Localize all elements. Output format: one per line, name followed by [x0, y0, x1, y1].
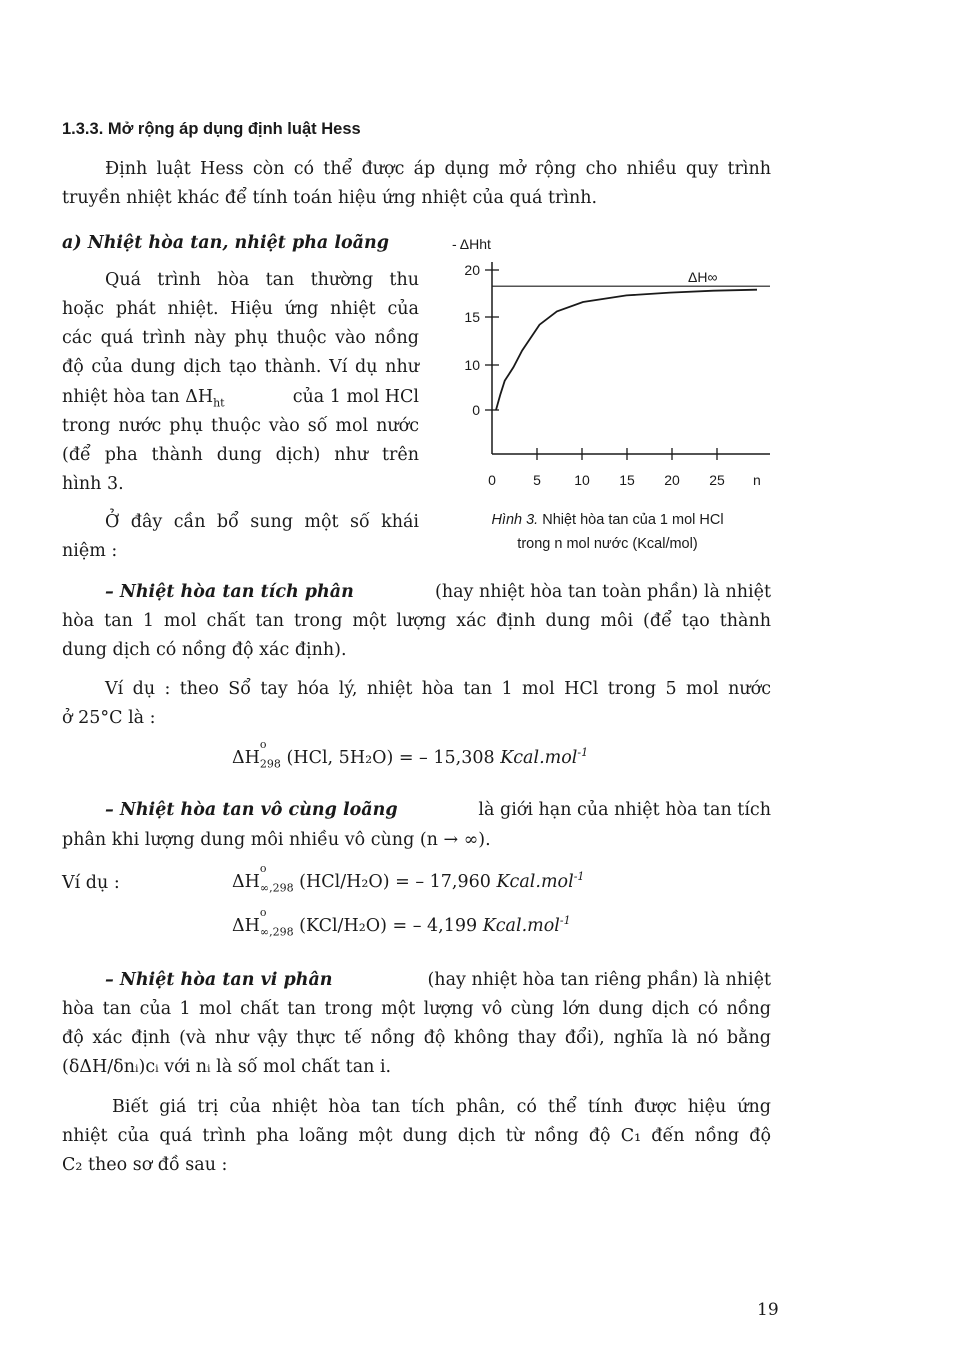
caption-line-2: trong n mol nước (Kcal/mol)	[517, 536, 698, 552]
x-tick-label: 5	[533, 472, 541, 488]
differential-line-2: hòa tan của 1 mol chất tan trong một lượng vô cùng lớn dung dịch có nồng	[62, 999, 771, 1019]
section-heading: 1.3.3. Mở rộng áp dụng định luật Hess	[62, 120, 361, 138]
closing-line-1: Biết giá trị của nhiệt hòa tan tích phân, có thể tính được hiệu ứng	[112, 1097, 771, 1117]
integral-title: – Nhiệt hòa tan tích phân	[105, 582, 354, 602]
para1-l5-post: của 1 mol HCl	[292, 387, 419, 407]
para1-l5-sub: ht	[213, 396, 225, 410]
caption-line-1	[440, 508, 775, 532]
para2-line-2: niệm :	[62, 541, 118, 561]
infinite-title: – Nhiệt hòa tan vô cùng loãng	[105, 800, 398, 820]
differential-line-4: (δΔH/δnᵢ)cᵢ với nᵢ là số mol chất tan i.	[62, 1057, 392, 1077]
differential-line-1	[105, 966, 771, 995]
integral-rest: (hay nhiệt hòa tan toàn phần) là nhiệt	[435, 582, 771, 602]
para1-line-5	[62, 383, 419, 412]
f2-body: (KCl/H₂O) = – 4,199	[299, 916, 478, 936]
f1-exp: -1	[573, 870, 585, 884]
integral-example-line-2: ở 25°C là :	[62, 708, 156, 728]
caption-label: Hình 3.	[491, 512, 539, 528]
f1-sym: ΔH	[232, 872, 260, 892]
formula-hcl-h2o: ΔH o $_{\infty,298}$ (HCl/H₂O) = – 17,960 Kcal.mol$^{-1}$	[232, 862, 585, 895]
f2-unit: Kcal.mol	[482, 916, 560, 936]
x-tick-label: 15	[619, 472, 635, 488]
para1-line-2: hoặc phát nhiệt. Hiệu ứng nhiệt của	[62, 299, 419, 319]
f1-body: (HCl/H₂O) = – 17,960	[299, 872, 491, 892]
f2-sym: ΔH	[232, 916, 260, 936]
formula-sub: 298	[259, 757, 281, 771]
infinite-line-2: phân khi lượng dung môi nhiều vô cùng (n → ∞).	[62, 830, 491, 850]
subsection-title: a) Nhiệt hòa tan, nhiệt pha loãng	[62, 233, 389, 253]
integral-line-3: dung dịch có nồng độ xác định).	[62, 640, 347, 660]
para1-line-7: (để pha thành dung dịch) như trên	[62, 445, 419, 465]
f2-exp: -1	[559, 914, 571, 928]
integral-line-2: hòa tan 1 mol chất tan trong một lượng xác định dung môi (để tạo thành	[62, 611, 771, 631]
y-tick-label: 20	[464, 262, 480, 278]
y-tick-label: 10	[464, 357, 480, 373]
infinite-example-label: Ví dụ :	[62, 873, 120, 893]
para1-l5-pre: nhiệt hòa tan ΔH	[62, 387, 214, 407]
y-tick-label: 15	[464, 309, 480, 325]
para1-line-8: hình 3.	[62, 474, 124, 494]
formula-unit: Kcal.mol	[500, 748, 578, 768]
formula-exp: -1	[577, 746, 589, 760]
figure-caption	[440, 508, 775, 556]
caption-text-1: Nhiệt hòa tan của 1 mol HCl	[542, 512, 724, 528]
formula-sym: ΔH	[232, 748, 260, 768]
infinite-line-1	[105, 796, 771, 825]
integral-example-line-1: Ví dụ : theo Sổ tay hóa lý, nhiệt hòa tan 1 mol HCl trong 5 mol nước	[105, 679, 771, 699]
chart-annotation: ΔH∞	[688, 269, 718, 285]
formula-body: (HCl, 5H₂O) = – 15,308	[286, 748, 495, 768]
x-tick-label: 10	[574, 472, 590, 488]
formula-kcl-h2o: ΔH o $_{\infty,298}$ (KCl/H₂O) = – 4,199 Kcal.mol$^{-1}$	[232, 906, 571, 939]
chart-ylabel: - ΔHht	[452, 236, 491, 252]
infinite-rest: là giới hạn của nhiệt hòa tan tích	[478, 800, 771, 820]
differential-rest: (hay nhiệt hòa tan riêng phần) là nhiệt	[427, 970, 771, 990]
f2-sub: ∞,298	[259, 925, 294, 939]
differential-title: – Nhiệt hòa tan vi phân	[105, 970, 333, 990]
intro-line-2: truyền nhiệt khác để tính toán hiệu ứng nhiệt của quá trình.	[62, 188, 598, 208]
para2-line-1: Ở đây cần bổ sung một số khái	[105, 512, 419, 532]
para1-line-3: các quá trình này phụ thuộc vào nồng	[62, 328, 419, 348]
integral-line-1	[105, 578, 771, 607]
x-tick-label: 0	[488, 472, 496, 488]
page-number: 19	[757, 1300, 779, 1320]
closing-line-2: nhiệt của quá trình pha loãng một dung dịch từ nồng độ C₁ đến nồng độ	[62, 1126, 771, 1146]
para1-line-1: Quá trình hòa tan thường thu	[105, 270, 419, 290]
formula-hcl-5h2o: ΔH o $_{298}$ (HCl, 5H₂O) = – 15,308 Kcal.mol$^{-1}$	[232, 738, 589, 771]
series-curve	[496, 290, 757, 410]
f1-sub: ∞,298	[259, 881, 294, 895]
f1-unit: Kcal.mol	[496, 872, 574, 892]
differential-line-3: độ xác định (và như vậy thực tế nồng độ không thay đổi), nghĩa là nó bằng	[62, 1028, 771, 1048]
x-tick-label: 20	[664, 472, 680, 488]
para1-line-6: trong nước phụ thuộc vào số mol nước	[62, 416, 419, 436]
para1-line-4: độ của dung dịch tạo thành. Ví dụ như	[62, 357, 419, 377]
intro-line-1: Định luật Hess còn có thể được áp dụng mở rộng cho nhiều quy trình	[105, 159, 771, 179]
y-tick-label: 0	[472, 402, 480, 418]
x-tick-label: 25	[709, 472, 725, 488]
closing-line-3: C₂ theo sơ đồ sau :	[62, 1155, 228, 1175]
chart-xlabel: n	[753, 472, 761, 488]
figure-3-chart	[440, 232, 775, 494]
